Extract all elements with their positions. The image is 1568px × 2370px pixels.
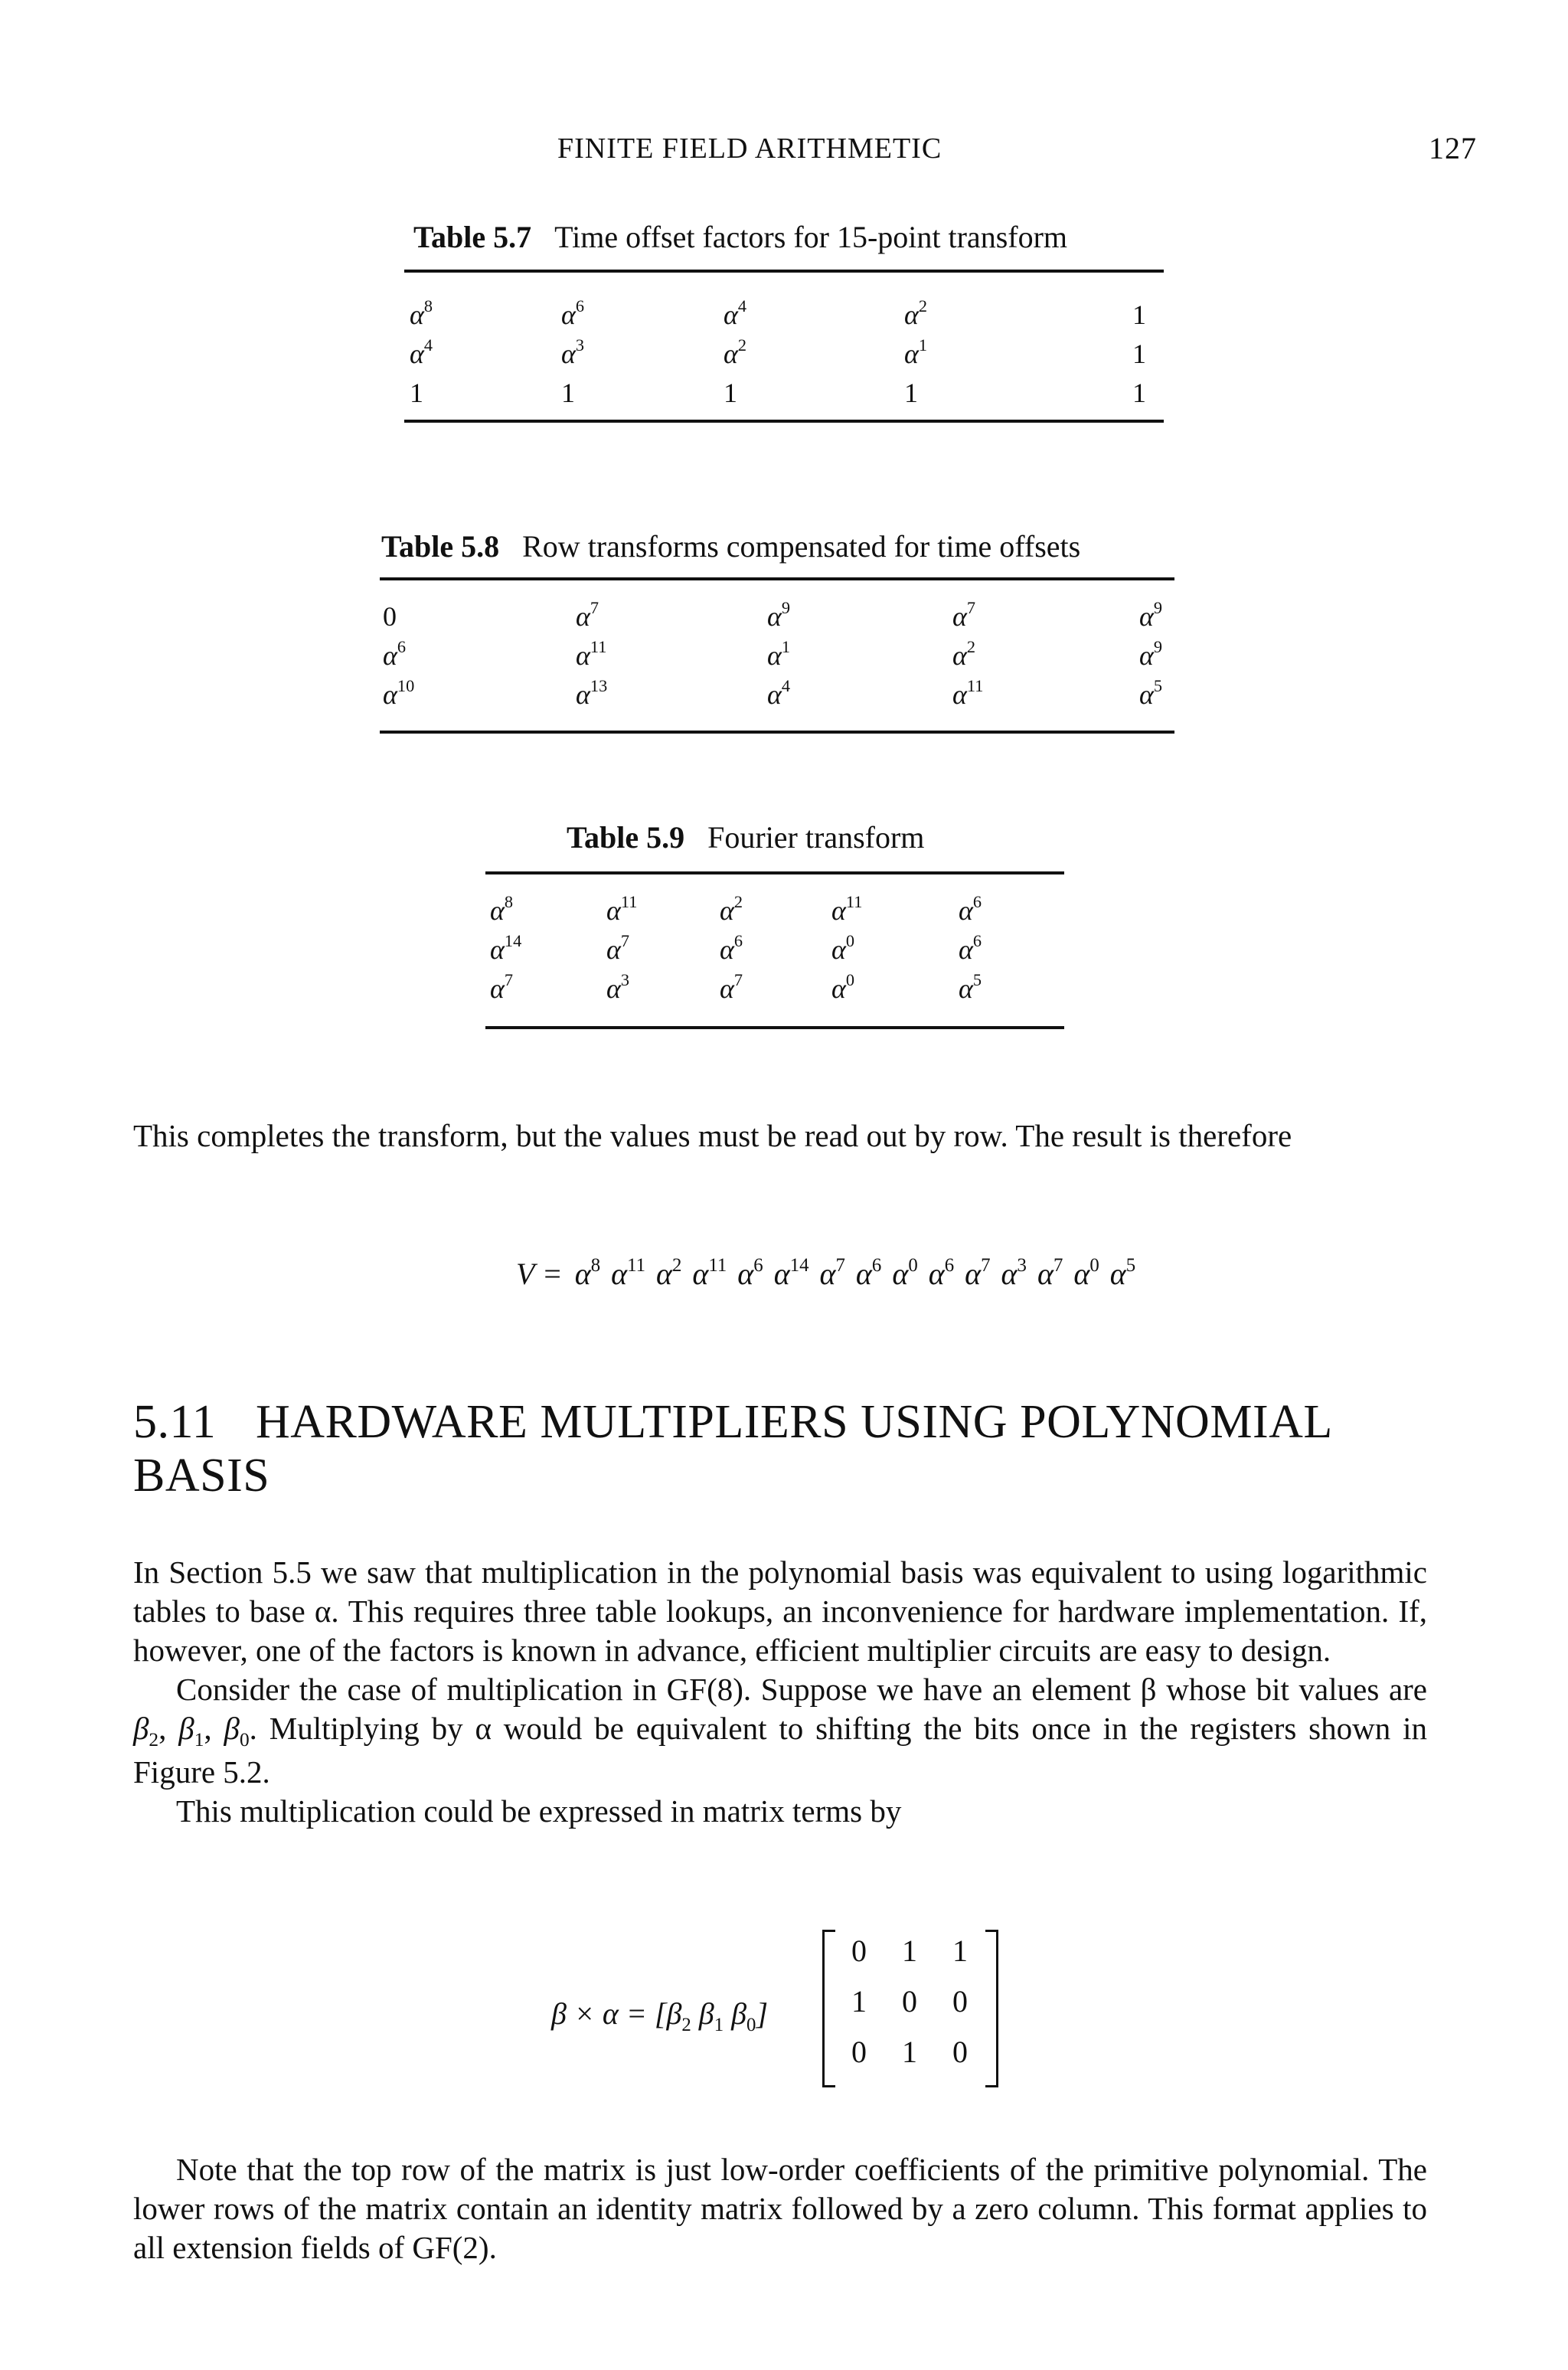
table-cell: $\alpha^5$ (959, 970, 982, 1004)
section-heading (133, 1395, 1450, 1502)
table-cell: $\alpha^9$ (767, 598, 791, 632)
table-5-8-label: Table 5.8 (381, 529, 500, 564)
table-cell: $\alpha^4$ (767, 676, 791, 710)
table-cell: $\alpha^7$ (490, 970, 514, 1004)
table-cell: $\alpha^9$ (1139, 637, 1163, 671)
table-cell: $\alpha^{14}$ (490, 931, 522, 965)
result-term: $\alpha^3$ (1001, 1254, 1027, 1291)
table-cell: $\alpha^6$ (720, 931, 743, 965)
coefficient-matrix (822, 1930, 998, 2087)
table-row (410, 335, 1160, 377)
table-cell: $\alpha^7$ (952, 598, 976, 632)
table-cell: $\alpha^{11}$ (576, 637, 607, 671)
table-cell: $\alpha^5$ (1139, 676, 1163, 710)
table-cell: 0 (383, 601, 397, 632)
table-5-9-caption (567, 819, 924, 855)
table-5-9-label: Table 5.9 (567, 820, 685, 855)
table-cell: 1 (410, 378, 423, 408)
table-cell: $\alpha^7$ (606, 931, 630, 965)
table-5-7-title: Time offset factors for 15-point transform (554, 220, 1068, 254)
table-5-7-top-rule (404, 270, 1164, 273)
matrix-cell: 0 (851, 1934, 867, 1968)
table-cell: $\alpha^{11}$ (606, 892, 638, 926)
matrix-equation-lhs: $\beta \times \alpha = [\beta_2$ $\beta_1$ $\beta_0$] (551, 1996, 769, 2035)
result-equation-lhs: V = (516, 1257, 563, 1291)
section-number: 5.11 (133, 1396, 217, 1448)
paragraph-matrix-intro: This multiplication could be expressed in matrix terms by (176, 1793, 902, 1829)
table-cell: $\alpha^2$ (904, 296, 928, 330)
table-5-7 (410, 296, 1160, 416)
table-5-9 (490, 894, 1057, 1012)
table-cell: $\alpha^6$ (959, 892, 982, 926)
table-row (490, 933, 1057, 973)
matrix-cell: 1 (902, 2035, 917, 2069)
table-cell: $\alpha^8$ (490, 892, 514, 926)
table-row (410, 377, 1160, 416)
table-cell: $\alpha^6$ (383, 637, 407, 671)
paragraph-section-5-5: In Section 5.5 we saw that multiplication in the polynomial basis was equivalent to using logarithmic tables to base α. This requires three table lookups, an inconvenience for hardware implementation. If, however, one of the factors is known in advance, efficient multiplier circuits are easy to design. (133, 1554, 1427, 1668)
table-row (490, 970, 1057, 1012)
table-row (383, 600, 1171, 639)
table-5-7-caption (413, 219, 1067, 255)
table-cell: 1 (904, 378, 918, 408)
result-term: $\alpha^0$ (892, 1254, 918, 1291)
table-5-8-top-rule (380, 577, 1174, 580)
matrix-cell: 1 (952, 1934, 968, 1968)
table-cell: 1 (1132, 378, 1146, 408)
result-term: $\alpha^0$ (1073, 1254, 1099, 1291)
table-row (383, 639, 1171, 678)
table-cell: $\alpha^2$ (724, 335, 747, 369)
table-5-7-label: Table 5.7 (413, 220, 532, 254)
matrix-cell: 1 (902, 1934, 917, 1968)
result-term: $\alpha^5$ (1109, 1254, 1136, 1291)
table-5-8-bottom-rule (380, 731, 1174, 734)
table-row (383, 678, 1171, 718)
result-term: $\alpha^{11}$ (611, 1254, 645, 1291)
result-term: $\alpha^7$ (1037, 1254, 1063, 1291)
table-cell: $\alpha^{13}$ (576, 676, 608, 710)
result-term: $\alpha^6$ (928, 1254, 955, 1291)
paragraph-matrix-note-text: Note that the top row of the matrix is just low-order coefficients of the primitive polynomial. The lower rows of the matrix contain an identity matrix followed by a zero column. This format applies to all extension fields of GF(2). (133, 2152, 1427, 2265)
result-term: $\alpha^8$ (574, 1254, 601, 1291)
table-cell: 1 (561, 378, 575, 408)
result-term: $\alpha^6$ (855, 1254, 882, 1291)
table-cell: $\alpha^2$ (720, 892, 743, 926)
table-cell: $\alpha^0$ (831, 970, 855, 1004)
result-term: $\alpha^6$ (737, 1254, 763, 1291)
table-5-8-title: Row transforms compensated for time offsets (522, 529, 1081, 564)
section-title: HARDWARE MULTIPLIERS USING POLYNOMIAL BASIS (133, 1396, 1331, 1502)
table-row (410, 296, 1160, 338)
table-cell: $\alpha^4$ (410, 335, 433, 369)
table-cell: $\alpha^6$ (561, 296, 585, 330)
paragraph-gf8: Consider the case of multiplication in GF(8). Suppose we have an element β whose bit values are $\beta_2$, $\beta_1$, $\beta_0$. Multiplying by α would be equivalent to shifting the bits once in the registers shown in Figure 5.2. (133, 1672, 1428, 1790)
result-equation (516, 1256, 1135, 1292)
table-cell: 1 (1132, 299, 1146, 330)
body-text (133, 1553, 1427, 1831)
table-cell: $\alpha^1$ (904, 335, 928, 369)
result-term: $\alpha^2$ (656, 1254, 682, 1291)
table-cell: $\alpha^4$ (724, 296, 747, 330)
result-equation-terms (570, 1254, 1136, 1291)
table-row (490, 894, 1057, 933)
paragraph-readout (133, 1116, 1427, 1156)
table-cell: 1 (724, 378, 737, 408)
table-5-8-caption (381, 528, 1080, 564)
paragraph-readout-text: This completes the transform, but the values must be read out by row. The result is therefore (133, 1118, 1292, 1153)
table-cell: $\alpha^{11}$ (952, 676, 984, 710)
table-5-8 (383, 600, 1171, 718)
matrix-cell: 0 (952, 1984, 968, 2019)
table-cell: $\alpha^6$ (959, 931, 982, 965)
table-cell: $\alpha^{10}$ (383, 676, 415, 710)
result-term: $\alpha^7$ (965, 1254, 991, 1291)
table-cell: $\alpha^2$ (952, 637, 976, 671)
table-cell: $\alpha^{11}$ (831, 892, 863, 926)
table-cell: 1 (1132, 338, 1146, 369)
result-term: $\alpha^{14}$ (773, 1254, 809, 1291)
table-cell: $\alpha^0$ (831, 931, 855, 965)
table-cell: $\alpha^9$ (1139, 598, 1163, 632)
table-5-7-bottom-rule (404, 420, 1164, 423)
page-number: 127 (1429, 131, 1477, 165)
table-5-9-bottom-rule (485, 1026, 1064, 1029)
table-cell: $\alpha^7$ (720, 970, 743, 1004)
table-cell: $\alpha^1$ (767, 637, 791, 671)
matrix-left-bracket (822, 1930, 835, 2087)
result-term: $\alpha^{11}$ (692, 1254, 727, 1291)
result-term: $\alpha^7$ (819, 1254, 845, 1291)
paragraph-matrix-note (133, 2150, 1427, 2267)
running-title: FINITE FIELD ARITHMETIC (557, 132, 942, 165)
matrix-cell: 0 (851, 2035, 867, 2069)
table-cell: $\alpha^3$ (561, 335, 585, 369)
matrix-right-bracket (985, 1930, 998, 2087)
table-5-9-top-rule (485, 871, 1064, 874)
table-cell: $\alpha^3$ (606, 970, 630, 1004)
table-cell: $\alpha^8$ (410, 296, 433, 330)
matrix-cell: 0 (952, 2035, 968, 2069)
matrix-cell: 1 (851, 1984, 867, 2019)
table-5-9-title: Fourier transform (707, 820, 925, 855)
matrix-cell: 0 (902, 1984, 917, 2019)
table-cell: $\alpha^7$ (576, 598, 599, 632)
